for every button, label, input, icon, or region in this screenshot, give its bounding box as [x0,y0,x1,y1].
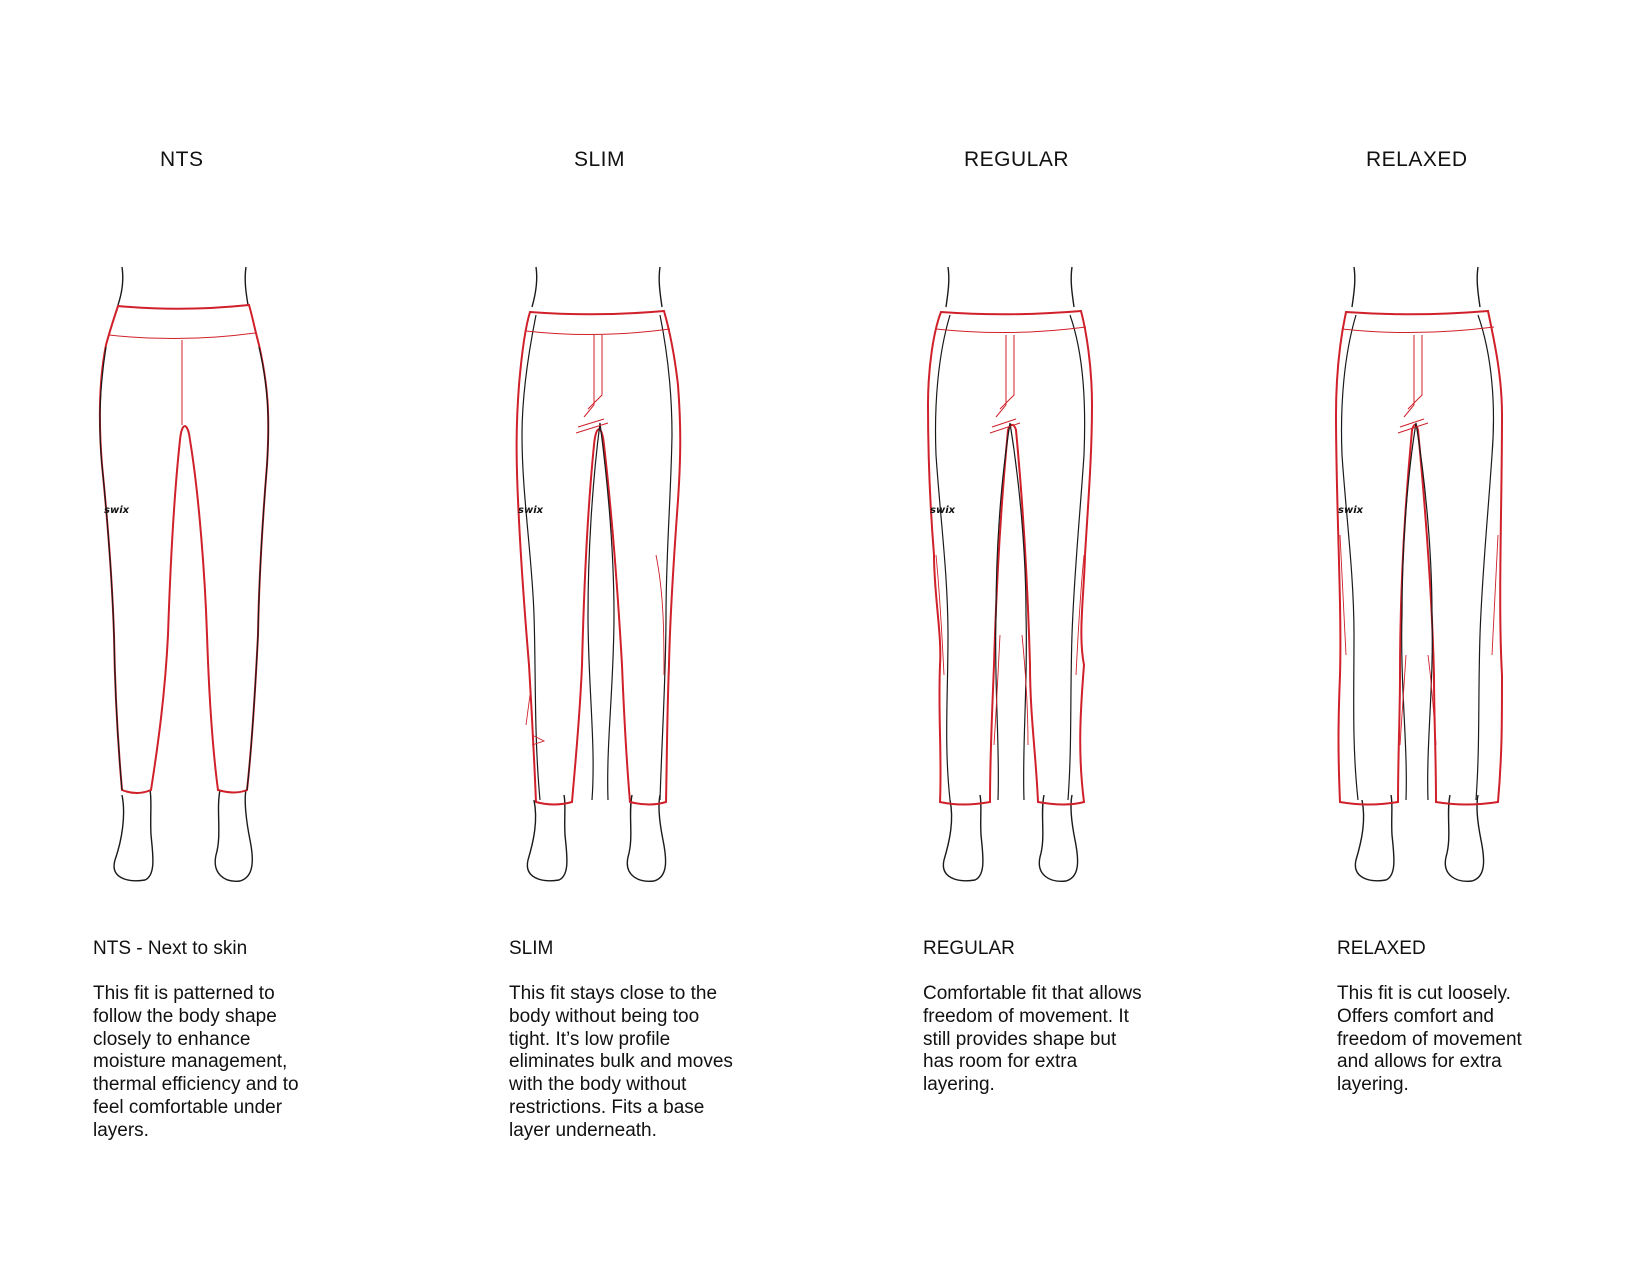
fit-description [923,983,1142,1097]
description-line: Comfortable fit that allows [923,983,1142,1004]
description-line: and allows for extra [1337,1051,1502,1073]
fit-description-title: NTS - Next to skin [93,938,248,959]
fit-column-relaxed [1236,0,1650,1275]
description-line: This fit is cut loosely. [1337,983,1511,1004]
description-line: Offers comfort and [1337,1005,1494,1027]
swix-logo: swix [104,505,130,516]
fit-heading: RELAXED [1366,148,1468,171]
fit-column-slim [412,0,824,1275]
description-line: This fit stays close to the [509,983,718,1004]
description-line: layer underneath. [509,1119,657,1141]
garment-outline [517,311,681,805]
swix-logo: swix [518,505,544,516]
description-line: still provides shape but [923,1028,1117,1050]
description-line: eliminates bulk and moves [509,1051,733,1073]
description-line: body without being too [509,1005,700,1027]
swix-logo: swix [930,505,956,516]
description-line: This fit is patterned to [93,983,275,1004]
fit-description-title: SLIM [509,938,554,959]
description-line: with the body without [509,1074,687,1096]
description-line: layers. [93,1119,149,1141]
description-line: restrictions. Fits a base [509,1096,705,1118]
pants-illustration-regular [920,255,1110,885]
pants-illustration-slim [504,255,694,885]
fit-description-title: REGULAR [923,938,1015,959]
description-line: moisture management, [93,1051,288,1073]
description-line: closely to enhance [93,1028,251,1050]
description-line: layering. [1337,1074,1409,1096]
fit-column-nts [0,0,412,1275]
fit-description [1337,983,1522,1097]
garment-outline [928,311,1092,805]
description-line: freedom of movement. It [923,1005,1129,1027]
fit-heading: SLIM [574,148,626,171]
swix-logo: swix [1338,505,1364,516]
fit-description [509,983,733,1143]
description-line: layering. [923,1074,995,1096]
garment-outline [100,305,268,793]
description-line: tight. It’s low profile [509,1028,671,1050]
description-line: has room for extra [923,1051,1078,1073]
description-line: feel comfortable under [93,1096,283,1118]
description-line: freedom of movement [1337,1028,1522,1050]
fit-heading: NTS [160,148,204,171]
fit-heading: REGULAR [964,148,1070,171]
description-line: follow the body shape [93,1005,277,1027]
fit-description-title: RELAXED [1337,938,1426,959]
pants-illustration-nts [92,255,282,885]
fit-description [93,983,299,1143]
pants-illustration-relaxed [1326,255,1516,885]
description-line: thermal efficiency and to [93,1074,299,1096]
fit-column-regular [824,0,1236,1275]
garment-outline [1336,311,1502,805]
